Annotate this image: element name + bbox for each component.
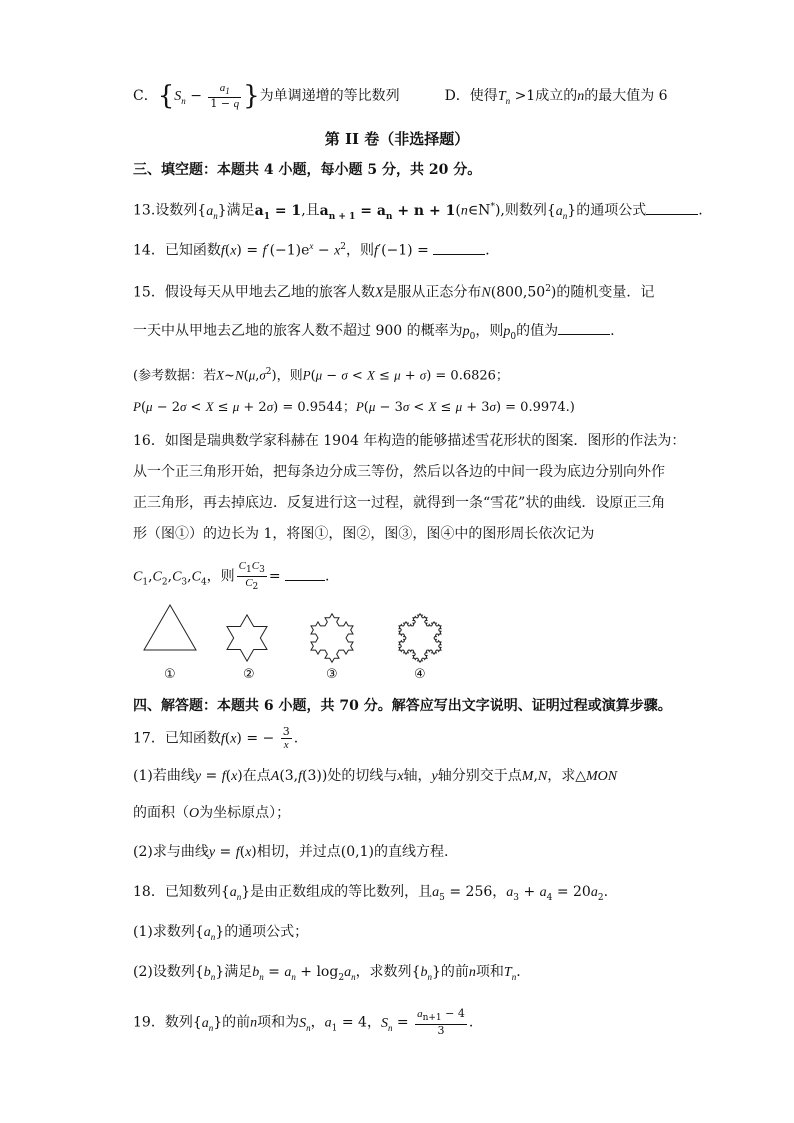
question-18: 18．已知数列$\{a_n\}$是由正数组成的等比数列，且$a_5 = 256$，$a_3 + a_4 = 20a_2$. xyxy=(133,884,609,903)
q13-answer-blank[interactable] xyxy=(646,202,698,215)
question-18-part1: (1)求数列$\{a_n\}$的通项公式； xyxy=(133,924,309,942)
q17-p1h: 为坐标原点）； xyxy=(199,805,291,821)
question-15-line2: 一天中从甲地去乙地的旅客人数不超过 900 的概率为$p_0$，则$p_0$的值为 . xyxy=(133,323,615,342)
fill-header: 三、填空题：本题共 4 小题，每小题 5 分，共 20 分。 xyxy=(133,162,482,178)
q14-text-b: ，则 xyxy=(346,242,375,259)
q17-p1f: ，求 xyxy=(547,768,576,784)
q15-ref-a: (参考数据：若 xyxy=(133,368,217,384)
q14-answer-blank[interactable] xyxy=(433,242,485,255)
q16-l5a: ，则 xyxy=(206,568,235,585)
q18-text-c: ， xyxy=(492,884,507,900)
q15-ref2-end: .) xyxy=(565,400,575,415)
question-17-part2: (2)求与曲线y = f(x)相切，并过点(0,1)的直线方程. xyxy=(133,844,449,860)
question-19: 19．数列$\{a_n\}$的前n项和为$S_n$，$a_1 = 4$，$S_n$ = $\frac{a_{n+1} - 4}{3}$ . xyxy=(133,1007,474,1038)
question-15-ref2: P(μ − 2σ < X ≤ μ + 2σ) = 0.9544；P(μ − 3σ < X ≤ μ + 3σ) = 0.9974.) xyxy=(133,399,575,415)
q17-text-a: 17．已知函数 xyxy=(133,730,221,747)
option-c-text: 为单调递增的等比数列 xyxy=(259,88,400,105)
question-15-ref1: (参考数据：若$X\sim N(\mu,\sigma^2)$，则P(μ − σ < X ≤ μ + σ) = 0.6826； xyxy=(133,367,509,384)
q18-p2a: (2)设数列 xyxy=(133,964,195,980)
fig-label-2: ② xyxy=(243,667,255,682)
q13-text-b: 满足 xyxy=(226,202,255,219)
q13-text-c: ,且 xyxy=(301,202,320,219)
koch-figure-3 xyxy=(311,614,353,663)
q17-p2a: (2)求与曲线 xyxy=(133,844,209,860)
q18-text-b: 是由正数组成的等比数列，且 xyxy=(250,884,433,900)
q13-text-d: ,则数列 xyxy=(500,202,547,219)
q19-text-c: 项和为 xyxy=(257,1014,300,1031)
question-17: 17．已知函数f(x) = − $\frac{3}{x}$ . xyxy=(133,725,299,751)
q18-p1b: 的通项公式； xyxy=(224,924,309,940)
q19-text-f: . xyxy=(468,1014,474,1031)
question-16-line3: 正三角形，再去掉底边．反复进行这一过程，就得到一条“雪花”状的曲线．设原正三角 xyxy=(133,495,666,511)
q17-p2c: 的直线方程. xyxy=(373,844,449,860)
q19-text-d: ， xyxy=(310,1014,325,1031)
q15-line1c: 的随机变量．记 xyxy=(556,284,655,301)
koch-figure-4 xyxy=(399,614,441,663)
q18-p1a: (1)求数列 xyxy=(133,924,195,940)
fig-label-1: ① xyxy=(164,667,176,682)
q17-p1d: 轴， xyxy=(403,768,432,784)
q17-p1a: (1)若曲线 xyxy=(133,768,195,784)
q17-p1g: 的面积（ xyxy=(133,805,189,821)
q15-line2b: ，则 xyxy=(475,323,504,339)
q16-answer-blank[interactable] xyxy=(285,568,325,581)
part2-title: 第 II 卷（非选择题） xyxy=(324,130,470,148)
fig-label-4: ④ xyxy=(414,667,426,682)
question-16-line5: $C_1,C_2,C_3,C_4$，则 $\frac{C_1C_3}{C_2}$ = . xyxy=(133,560,330,593)
q13-text-e: 的通项公式 xyxy=(576,202,647,219)
q13-text-a: 13.设数列 xyxy=(133,202,198,219)
q15-answer-blank[interactable] xyxy=(558,322,610,335)
koch-figure-1 xyxy=(144,605,196,650)
fig-label-3: ③ xyxy=(326,667,338,682)
answer-header: 四、解答题：本题共 6 小题，共 70 分。解答应写出文字说明、证明过程或演算步骤。 xyxy=(133,698,672,714)
question-17-part1: (1)若曲线y = f(x)在点A(3,f(3))处的切线与x轴，y轴分别交于点M,N，求△MON xyxy=(133,768,618,784)
option-d-label: D．使得 xyxy=(444,88,498,105)
q17-p2b: 相切，并过点 xyxy=(256,844,341,860)
q15-ref-b: ，则 xyxy=(276,368,303,384)
q15-ref2-mid: ； xyxy=(342,400,356,415)
q16-l5b: . xyxy=(325,568,330,585)
q18-p2c: ，求数列 xyxy=(355,964,412,980)
q18-p2e: 项和 xyxy=(475,964,504,980)
q18-p2b: 满足 xyxy=(224,964,253,980)
question-16-line4: 形（图①）的边长为 1，将图①，图②，图③，图④中的图形周长依次记为 xyxy=(133,526,595,542)
q17-p1c: 处的切线与 xyxy=(327,768,398,784)
q15-line2a: 一天中从甲地去乙地的旅客人数不超过 900 的概率为 xyxy=(133,323,463,339)
q17-p1b: 在点 xyxy=(242,768,271,784)
question-14: 14．已知函数$f(x) = f'(-1)e^x - x^2$，则f′(−1) = ． xyxy=(133,241,500,259)
q13-text-f: . xyxy=(698,202,703,219)
option-d-end: 的最大值为 6 xyxy=(584,88,668,105)
question-16-line1: 16．如图是瑞典数学家科赫在 1904 年构造的能够描述雪花形状的图案．图形的作法为： xyxy=(133,433,686,449)
q18-p2f: . xyxy=(516,964,521,980)
q15-line2c: 的值为 xyxy=(516,323,559,339)
q14-text-c: ． xyxy=(485,242,500,259)
q15-line2d: . xyxy=(610,323,615,339)
q14-text-a: 14．已知函数 xyxy=(133,242,221,259)
q19-text-a: 19．数列 xyxy=(133,1014,193,1031)
q19-text-b: 的前 xyxy=(222,1014,251,1031)
question-17-part1-cont: 的面积（O为坐标原点）； xyxy=(133,805,291,821)
q17-p1e: 轴分别交于点 xyxy=(437,768,522,784)
q18-text-d: . xyxy=(603,884,609,900)
q18-text-a: 18．已知数列 xyxy=(133,884,221,900)
question-16-line2: 从一个正三角形开始，把每条边分成三等份，然后以各边的中间一段为底边分别向外作 xyxy=(133,464,665,480)
question-15-line1: 15．假设每天从甲地去乙地的旅客人数X是服从正态分布N(800,50$^2$)的随机变量．记 xyxy=(133,284,655,301)
option-c-label: C． xyxy=(133,88,158,105)
question-13: 13.设数列$\{a_n\}$满足$a_1 = 1$,且$a_{n + 1} = a_n + n$ + 1(n∈N*),则数列$\{a_n\}$的通项公式 . xyxy=(133,202,703,222)
koch-figure-2 xyxy=(227,615,267,661)
option-d-mid: >1成立的 xyxy=(514,88,578,105)
q15-line1a: 15．假设每天从甲地去乙地的旅客人数 xyxy=(133,284,375,301)
option-c-d-line: C．{$S_n$ − $\frac{a_1}{1 - q}$ }为单调递增的等比数列 D．使得$T_n >1$成立的n的最大值为 6 xyxy=(133,81,668,112)
question-18-part2: (2)设数列$\{b_n\}$满足$b_n = a_n + \log_2a_n$，求数列$\{b_n\}$的前n项和$T_n$. xyxy=(133,964,521,983)
q15-line1b: 是服从正态分布 xyxy=(383,284,482,301)
q18-p2d: 的前 xyxy=(440,964,469,980)
q19-text-e: ， xyxy=(366,1014,381,1031)
q15-ref-c: ； xyxy=(495,368,509,384)
